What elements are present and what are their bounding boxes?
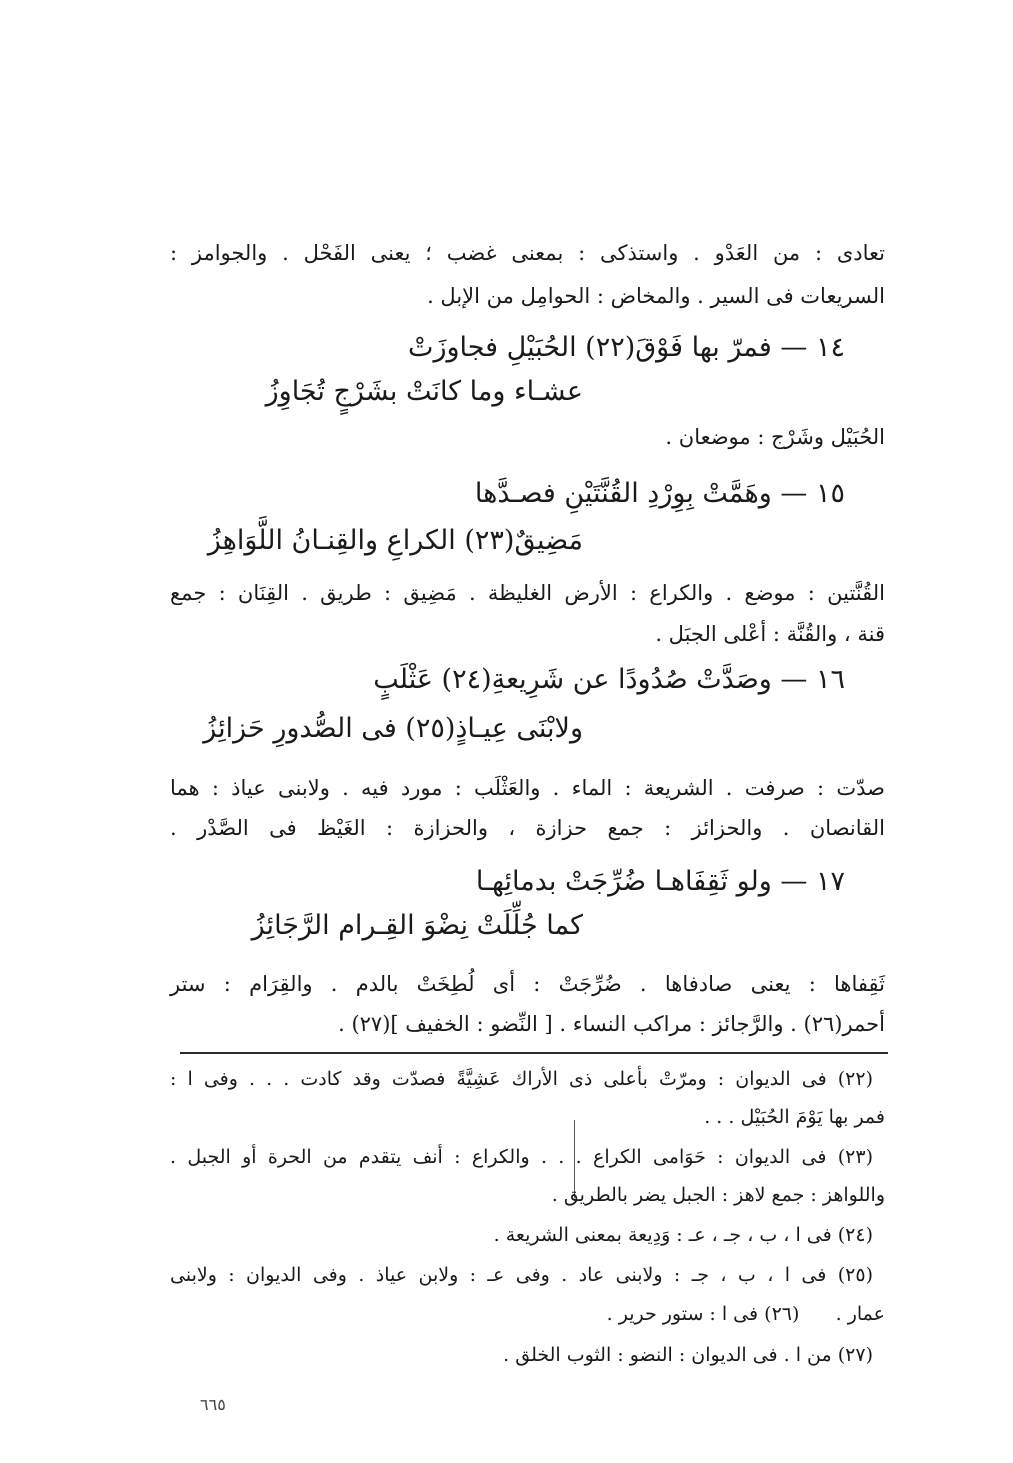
verse-15-second-hemistich: مَضِيقٌ(٢٣) الكراعِ والقِنـانُ اللَّوَاهِزُ xyxy=(207,525,583,556)
footnote-line: عمار . (٢٦) فى ا : ستور حرير . xyxy=(606,1303,885,1325)
verse-15-first-hemistich: ١٥ — وهَمَّتْ بِوِرْدِ القُنَّتَيْنِ فصـدَّها xyxy=(474,478,845,509)
verse-17-second-hemistich: كما جُلِّلَتْ نِضْوَ القِـرام الرَّجَائِزُ xyxy=(251,910,583,941)
commentary-line: صدّت : صرفت . الشريعة : الماء . والعَثْلَب : مورد فيه . ولابنى عياذ : هما xyxy=(170,776,885,800)
verse-16-first-hemistich: ١٦ — وصَدَّتْ صُدُودًا عن شَرِيعةِ(٢٤) عَثْلَبٍ xyxy=(373,664,845,695)
verse-14-first-hemistich: ١٤ — فمرّ بها فَوْقَ(٢٢) الحُبَيْلِ فجاوزَتْ xyxy=(408,332,845,363)
footnote-line: (٢٣) فى الديوان : حَوَامى الكراع . . . والكراع : أنف يتقدم من الحرة أو الجبل . xyxy=(170,1146,873,1168)
commentary-line: تعادى : من العَدْو . واستذكى : بمعنى غضب ؛ يعنى الفَحْل . والجوامز : xyxy=(170,241,885,265)
footnote-line: (٢٢) فى الديوان : ومرّتْ بأعلى ذى الأراك عَشِيَّةً فصدّت وقد كادت . . . وفى ا : xyxy=(170,1068,873,1090)
commentary-line: القانصان . والحزائز : جمع حزازة ، والحزازة : الغَيْظ فى الصَّدْر . xyxy=(170,816,885,840)
commentary-line: قنة ، والقُنَّة : أعْلى الجبَل . xyxy=(655,622,885,646)
commentary-line: القُنَّتين : موضع . والكراع : الأرض الغليظة . مَضِيق : طريق . القِنَان : جمع xyxy=(170,581,885,605)
commentary-line: السريعات فى السير . والمخاض : الحوامِل من الإبل . xyxy=(427,284,885,308)
verse-14-second-hemistich: عشـاء وما كانَتْ بشَرْجٍ تُجَاوِزُ xyxy=(265,376,583,407)
footnote-line: (٢٥) فى ا ، ب ، جـ : ولابنى عاد . وفى عـ : ولابن عياذ . وفى الديوان : ولابنى xyxy=(170,1264,873,1286)
footnote-line: (٢٧) من ا . فى الديوان : النضو : الثوب الخلق . xyxy=(503,1344,873,1366)
verse-16-second-hemistich: ولابْنَى عِيـاذٍ(٢٥) فى الصُّدورِ حَزائِزُ xyxy=(203,713,583,744)
page-number: ٦٦٥ xyxy=(200,1395,226,1414)
commentary-line: أحمر(٢٦) . والرَّجائز : مراكب النساء . [ النِّضو : الخفيف ](٢٧) . xyxy=(338,1012,885,1036)
commentary-line: الحُبَيْل وشَرْج : موضعان . xyxy=(665,425,885,449)
footnote-line: واللواهز : جمع لاهز : الجبل يضر بالطريق . xyxy=(551,1184,885,1206)
footnote-separator xyxy=(180,1052,888,1054)
commentary-line: ثَقِفاها : يعنى صادفاها . ضُرِّجَتْ : أى لُطِخَتْ بالدم . والقِرَام : ستر xyxy=(170,972,885,996)
footnote-line: فمر بها يَوْمَ الحُبَيْل . . . xyxy=(704,1106,885,1128)
footnote-line: (٢٤) فى ا ، ب ، جـ ، عـ : وَدِيعة بمعنى الشريعة . xyxy=(493,1224,873,1246)
verse-17-first-hemistich: ١٧ — ولو ثَقِفَاهـا ضُرِّجَتْ بدمائِهـا xyxy=(475,866,845,897)
